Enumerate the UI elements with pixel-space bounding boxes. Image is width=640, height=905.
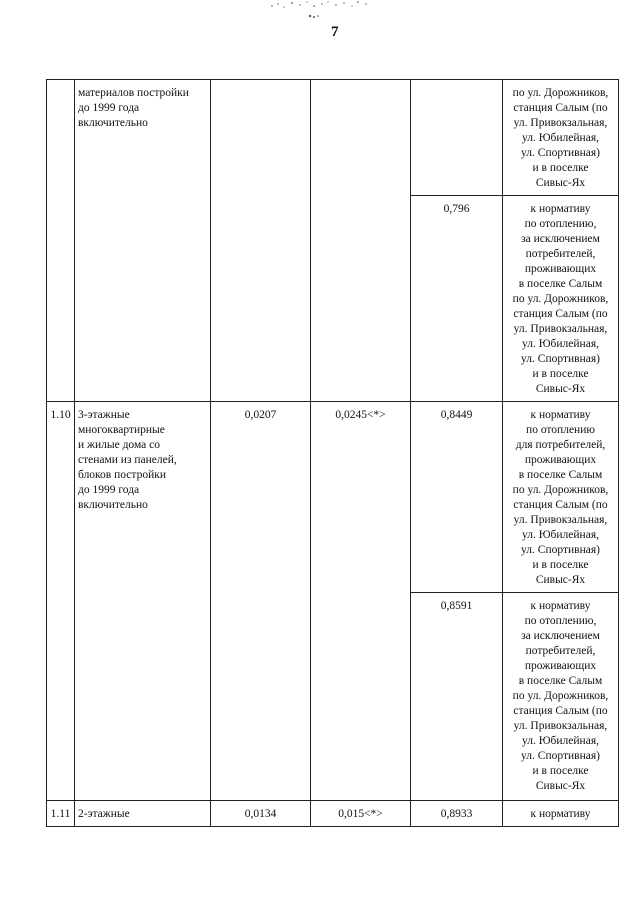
value-with-factor [311,80,411,402]
table-row [47,80,619,196]
value-normative: 0,0207 [211,402,311,801]
applicability-note: к нормативу по отоплению, за исключением потребителей, проживающих в поселке Салым по ул. Дорожников, станция Салым (по ул. Привокзальная, ул. Юбилейная, ул. Спортивная) и в поселке Сивыс-Ях [503,196,619,402]
value-with-factor: 0,015<*> [311,801,411,827]
scan-artifact [262,0,382,22]
value-with-factor: 0,0245<*> [311,402,411,801]
coefficient-value: 0,8591 [411,593,503,801]
applicability-note: к нормативу по отоплению, за исключением потребителей, проживающих в поселке Салым по ул. Дорожников, станция Салым (по ул. Привокзальная, ул. Юбилейная, ул. Спортивная) и в поселке Сивыс-Ях [503,593,619,801]
coefficient-value: 0,796 [411,196,503,402]
value-normative: 0,0134 [211,801,311,827]
building-type: материалов постройки до 1999 года включительно [75,80,211,402]
row-number: 1.10 [47,402,75,801]
coefficient-value: 0,8933 [411,801,503,827]
applicability-note: к нормативу по отоплению для потребителей, проживающих в поселке Салым по ул. Дорожников, станция Салым (по ул. Привокзальная, ул. Юбилейная, ул. Спортивная) и в поселке Сивыс-Ях [503,402,619,593]
tariff-table [46,79,619,827]
building-type: 2-этажные [75,801,211,827]
applicability-note: к нормативу [503,801,619,827]
row-number [47,80,75,402]
coefficient-value [411,80,503,196]
page-number: 7 [331,24,339,40]
table-row [47,402,619,593]
table-row [47,801,619,827]
applicability-note: по ул. Дорожников, станция Салым (по ул. Привокзальная, ул. Юбилейная, ул. Спортивная) и в поселке Сивыс-Ях [503,80,619,196]
building-type: 3-этажные многоквартирные и жилые дома со стенами из панелей, блоков постройки до 1999 года включительно [75,402,211,801]
coefficient-value: 0,8449 [411,402,503,593]
row-number: 1.11 [47,801,75,827]
value-normative [211,80,311,402]
